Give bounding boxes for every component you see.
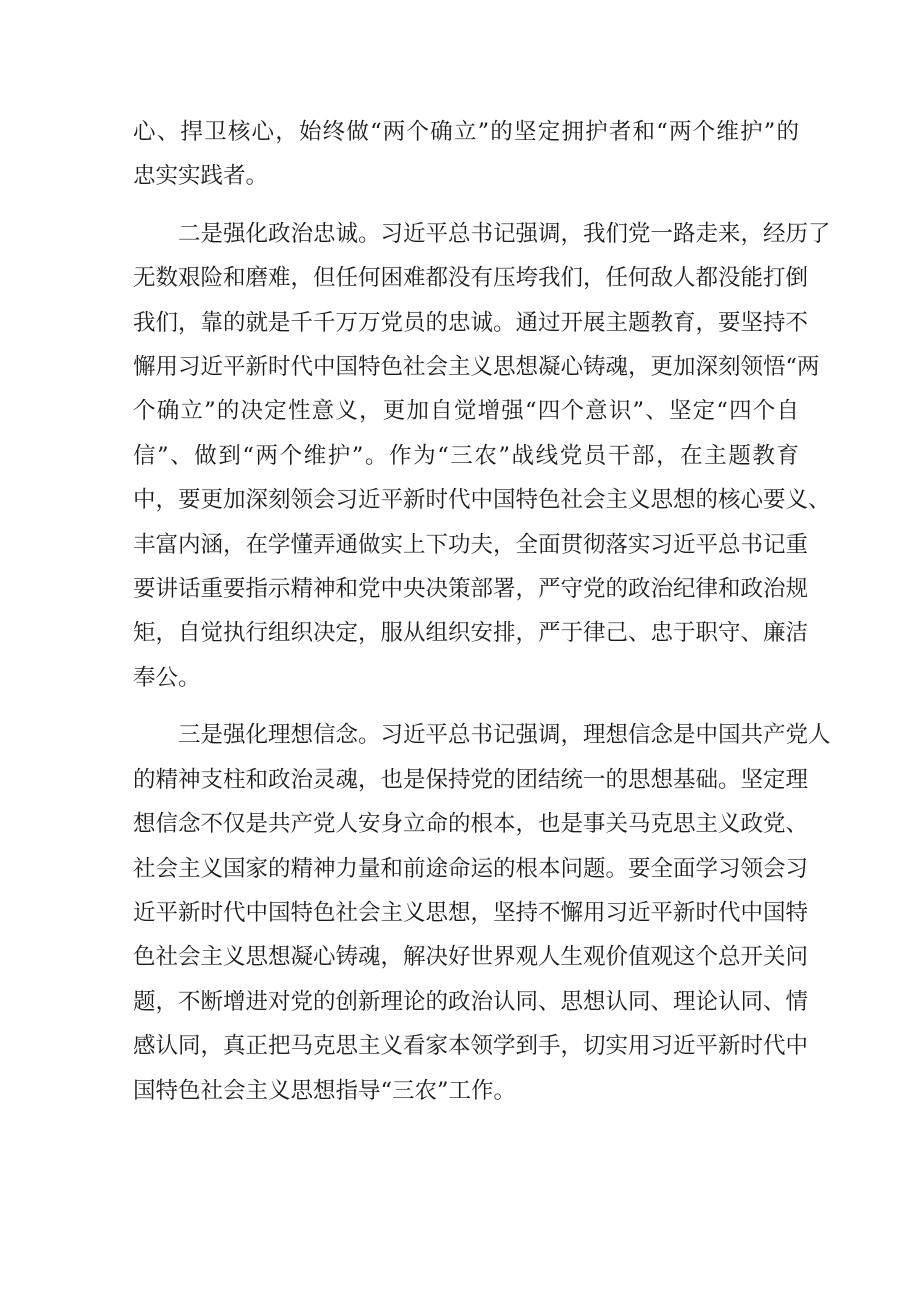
text-line: 感认同，真正把马克思主义看家本领学到手，切实用习近平新时代中 [133, 1033, 809, 1060]
text-line: 色社会主义思想凝心铸魂，解决好世界观人生观价值观这个总开关问 [133, 944, 809, 971]
text-line: 题，不断增进对党的创新理论的政治认同、思想认同、理论认同、情 [133, 988, 809, 1015]
text-line: 三是强化理想信念。习近平总书记强调，理想信念是中国共产党人 [133, 722, 831, 749]
text-line: 我们，靠的就是千千万万党员的忠诚。通过开展主题教育，要坚持不 [133, 309, 809, 336]
text-line: 丰富内涵，在学懂弄通做实上下功夫，全面贯彻落实习近平总书记重 [133, 531, 809, 558]
text-line: 心、捍卫核心，始终做“两个确立”的坚定拥护者和“两个维护”的 [133, 119, 799, 145]
text-line: 社会主义国家的精神力量和前途命运的根本问题。要全面学习领会习 [133, 855, 809, 882]
document-body [133, 110, 831, 1113]
text-line: 信”、做到“两个维护”。作为“三农”战线党员干部，在主题教育 [133, 442, 799, 469]
text-line: 要讲话重要指示精神和党中央决策部署，严守党的政治纪律和政治规 [133, 576, 809, 603]
paragraph-3 [133, 713, 831, 1113]
paragraph-2 [133, 212, 831, 700]
text-line: 近平新时代中国特色社会主义思想，坚持不懈用习近平新时代中国特 [133, 899, 809, 926]
text-line: 个确立”的决定性意义，更加自觉增强“四个意识”、坚定“四个自 [133, 398, 799, 425]
text-line: 中，要更加深刻领会习近平新时代中国特色社会主义思想的核心要义、 [133, 487, 831, 514]
text-line: 忠实实践者。 [133, 163, 269, 190]
paragraph-1 [133, 110, 799, 199]
text-line: 矩，自觉执行组织决定，服从组织安排，严于律己、忠于职守、廉洁 [133, 620, 809, 647]
text-line: 的精神支柱和政治灵魂，也是保持党的团结统一的思想基础。坚定理 [133, 766, 809, 793]
text-line: 奉公。 [133, 664, 201, 691]
text-line: 无数艰险和磨难，但任何困难都没有压垮我们，任何敌人都没能打倒 [133, 265, 809, 292]
text-line: 二是强化政治忠诚。习近平总书记强调，我们党一路走来，经历了 [133, 220, 831, 247]
text-line: 国特色社会主义思想指导“三农”工作。 [133, 1077, 517, 1104]
text-line: 想信念不仅是共产党人安身立命的根本，也是事关马克思主义政党、 [133, 811, 809, 838]
text-line: 懈用习近平新时代中国特色社会主义思想凝心铸魂，更加深刻领悟“两 [133, 354, 820, 381]
